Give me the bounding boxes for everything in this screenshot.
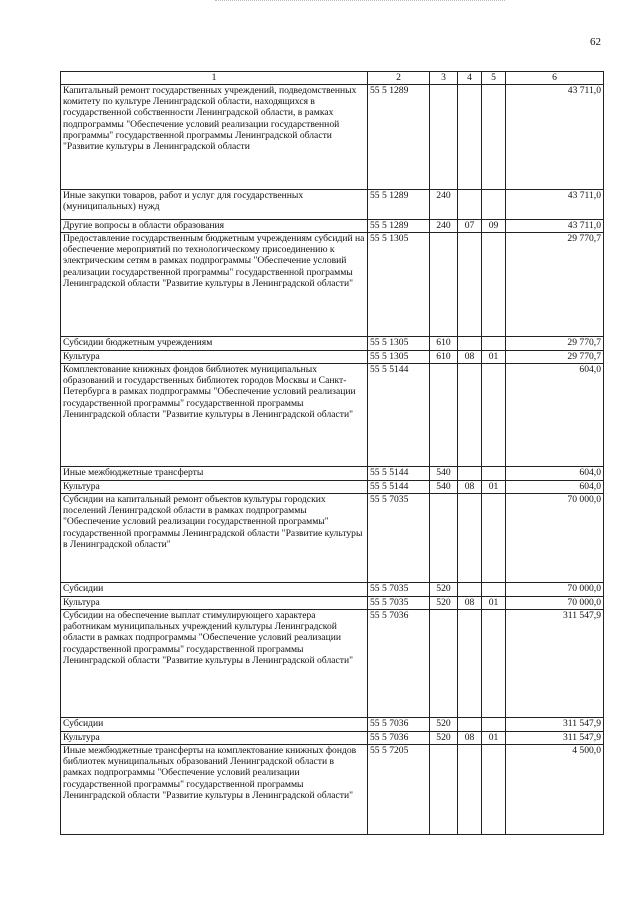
row-col4: 08 xyxy=(458,351,482,364)
row-col4 xyxy=(458,233,482,337)
row-sum: 43 711,0 xyxy=(506,220,604,233)
table-row xyxy=(61,597,604,610)
row-sum: 4 500,0 xyxy=(506,745,604,835)
row-col4: 08 xyxy=(458,597,482,610)
row-name: Предоставление государственным бюджетным учреждениям субсидий на обеспечение мероприятий по технологическому присоединению к электрическим сетям в рамках подпрограммы "Обеспечение условий реализации государственной программы" государственной программы Ленинградской области "Развитие культуры в Ленинградской области" xyxy=(61,233,368,337)
row-col5 xyxy=(482,85,506,190)
row-col3: 240 xyxy=(430,220,458,233)
table-row xyxy=(61,190,604,220)
row-col5 xyxy=(482,610,506,718)
row-col4 xyxy=(458,85,482,190)
row-sum: 43 711,0 xyxy=(506,190,604,220)
row-col5 xyxy=(482,718,506,732)
table-row xyxy=(61,732,604,745)
row-code: 55 5 7036 xyxy=(368,610,430,718)
row-name: Субсидии бюджетным учреждениям xyxy=(61,337,368,351)
row-col5 xyxy=(482,467,506,481)
row-sum: 311 547,9 xyxy=(506,718,604,732)
row-name: Другие вопросы в области образования xyxy=(61,220,368,233)
row-sum: 43 711,0 xyxy=(506,85,604,190)
table-row xyxy=(61,85,604,190)
row-sum: 29 770,7 xyxy=(506,351,604,364)
column-header-1: 1 xyxy=(61,72,368,85)
table-row xyxy=(61,745,604,835)
row-col3 xyxy=(430,364,458,467)
row-name: Субсидии xyxy=(61,718,368,732)
row-col3: 520 xyxy=(430,732,458,745)
row-code: 55 5 1289 xyxy=(368,190,430,220)
row-col4: 07 xyxy=(458,220,482,233)
row-code: 55 5 7035 xyxy=(368,494,430,583)
row-col3: 610 xyxy=(430,351,458,364)
row-col5 xyxy=(482,190,506,220)
budget-table xyxy=(60,71,604,835)
row-code: 55 5 7036 xyxy=(368,718,430,732)
row-name: Комплектование книжных фондов библиотек муниципальных образований и государственных библиотек городов Москвы и Санкт-Петербурга в рамках подпрограммы "Обеспечение условий реализации государственной программы" государственной программы Ленинградской области "Развитие культуры в Ленинградской области" xyxy=(61,364,368,467)
row-sum: 604,0 xyxy=(506,364,604,467)
row-col3 xyxy=(430,233,458,337)
table-row xyxy=(61,467,604,481)
row-col3: 520 xyxy=(430,597,458,610)
row-code: 55 5 1305 xyxy=(368,233,430,337)
row-sum: 604,0 xyxy=(506,481,604,494)
row-name: Капитальный ремонт государственных учреждений, подведомственных комитету по культуре Ленинградской области, находящихся в государственной собственности Ленинградской области, в рамках подпрограммы "Обеспечение условий реализации государственной программы" государственной программы Ленинградской области "Развитие культуры в Ленинградской области xyxy=(61,85,368,190)
row-col3: 520 xyxy=(430,583,458,597)
table-row xyxy=(61,364,604,467)
row-sum: 29 770,7 xyxy=(506,337,604,351)
row-code: 55 5 5144 xyxy=(368,364,430,467)
row-code: 55 5 7205 xyxy=(368,745,430,835)
row-col5 xyxy=(482,745,506,835)
row-col5 xyxy=(482,337,506,351)
row-col3 xyxy=(430,745,458,835)
table-row xyxy=(61,337,604,351)
row-col4 xyxy=(458,190,482,220)
row-name: Культура xyxy=(61,732,368,745)
row-sum: 70 000,0 xyxy=(506,597,604,610)
row-col4: 08 xyxy=(458,481,482,494)
scan-artifact xyxy=(215,0,505,5)
row-col5: 01 xyxy=(482,732,506,745)
row-col3: 540 xyxy=(430,467,458,481)
row-name: Культура xyxy=(61,351,368,364)
table-header-row xyxy=(61,72,604,85)
row-sum: 29 770,7 xyxy=(506,233,604,337)
row-sum: 604,0 xyxy=(506,467,604,481)
row-col3: 240 xyxy=(430,190,458,220)
row-sum: 311 547,9 xyxy=(506,732,604,745)
row-name: Культура xyxy=(61,597,368,610)
row-sum: 70 000,0 xyxy=(506,583,604,597)
row-name: Иные закупки товаров, работ и услуг для государственных (муниципальных) нужд xyxy=(61,190,368,220)
row-col3 xyxy=(430,494,458,583)
row-sum: 70 000,0 xyxy=(506,494,604,583)
row-code: 55 5 1305 xyxy=(368,351,430,364)
row-col4 xyxy=(458,364,482,467)
table-row xyxy=(61,494,604,583)
row-name: Субсидии на обеспечение выплат стимулирующего характера работникам муниципальных учреждений культуры Ленинградской области в рамках подпрограммы "Обеспечение условий реализации государственной программы" государственной программы Ленинградской области "Развитие культуры в Ленинградской области" xyxy=(61,610,368,718)
row-sum: 311 547,9 xyxy=(506,610,604,718)
row-col3: 520 xyxy=(430,718,458,732)
row-col4 xyxy=(458,467,482,481)
table-row xyxy=(61,718,604,732)
table-row xyxy=(61,220,604,233)
row-name: Субсидии на капитальный ремонт объектов культуры городских поселений Ленинградской области в рамках подпрограммы "Обеспечение условий реализации государственной программы" государственной программы Ленинградской области "Развитие культуры в Ленинградской области" xyxy=(61,494,368,583)
row-code: 55 5 1289 xyxy=(368,220,430,233)
column-header-5: 5 xyxy=(482,72,506,85)
column-header-6: 6 xyxy=(506,72,604,85)
column-header-3: 3 xyxy=(430,72,458,85)
row-name: Субсидии xyxy=(61,583,368,597)
row-code: 55 5 7035 xyxy=(368,583,430,597)
row-col3 xyxy=(430,610,458,718)
row-col4 xyxy=(458,745,482,835)
table-row xyxy=(61,583,604,597)
row-code: 55 5 1305 xyxy=(368,337,430,351)
row-col5: 01 xyxy=(482,481,506,494)
row-col5 xyxy=(482,583,506,597)
row-col4 xyxy=(458,494,482,583)
table-row xyxy=(61,481,604,494)
row-code: 55 5 5144 xyxy=(368,467,430,481)
page-number: 62 xyxy=(590,36,601,48)
row-col4: 08 xyxy=(458,732,482,745)
row-col3: 540 xyxy=(430,481,458,494)
row-col5 xyxy=(482,364,506,467)
row-col3: 610 xyxy=(430,337,458,351)
row-name: Иные межбюджетные трансферты xyxy=(61,467,368,481)
table-row xyxy=(61,610,604,718)
row-col5: 01 xyxy=(482,597,506,610)
row-name: Культура xyxy=(61,481,368,494)
column-header-2: 2 xyxy=(368,72,430,85)
row-code: 55 5 7036 xyxy=(368,732,430,745)
row-code: 55 5 1289 xyxy=(368,85,430,190)
row-col5: 09 xyxy=(482,220,506,233)
row-name: Иные межбюджетные трансферты на комплектование книжных фондов библиотек муниципальных образований Ленинградской области в рамках подпрограммы "Обеспечение условий реализации государственной программы" государственной программы Ленинградской области "Развитие культуры в Ленинградской области" xyxy=(61,745,368,835)
row-col5 xyxy=(482,494,506,583)
row-col4 xyxy=(458,718,482,732)
row-col4 xyxy=(458,583,482,597)
row-code: 55 5 7035 xyxy=(368,597,430,610)
row-col3 xyxy=(430,85,458,190)
column-header-4: 4 xyxy=(458,72,482,85)
row-col5: 01 xyxy=(482,351,506,364)
row-code: 55 5 5144 xyxy=(368,481,430,494)
table-row xyxy=(61,233,604,337)
row-col4 xyxy=(458,610,482,718)
row-col4 xyxy=(458,337,482,351)
row-col5 xyxy=(482,233,506,337)
table-row xyxy=(61,351,604,364)
